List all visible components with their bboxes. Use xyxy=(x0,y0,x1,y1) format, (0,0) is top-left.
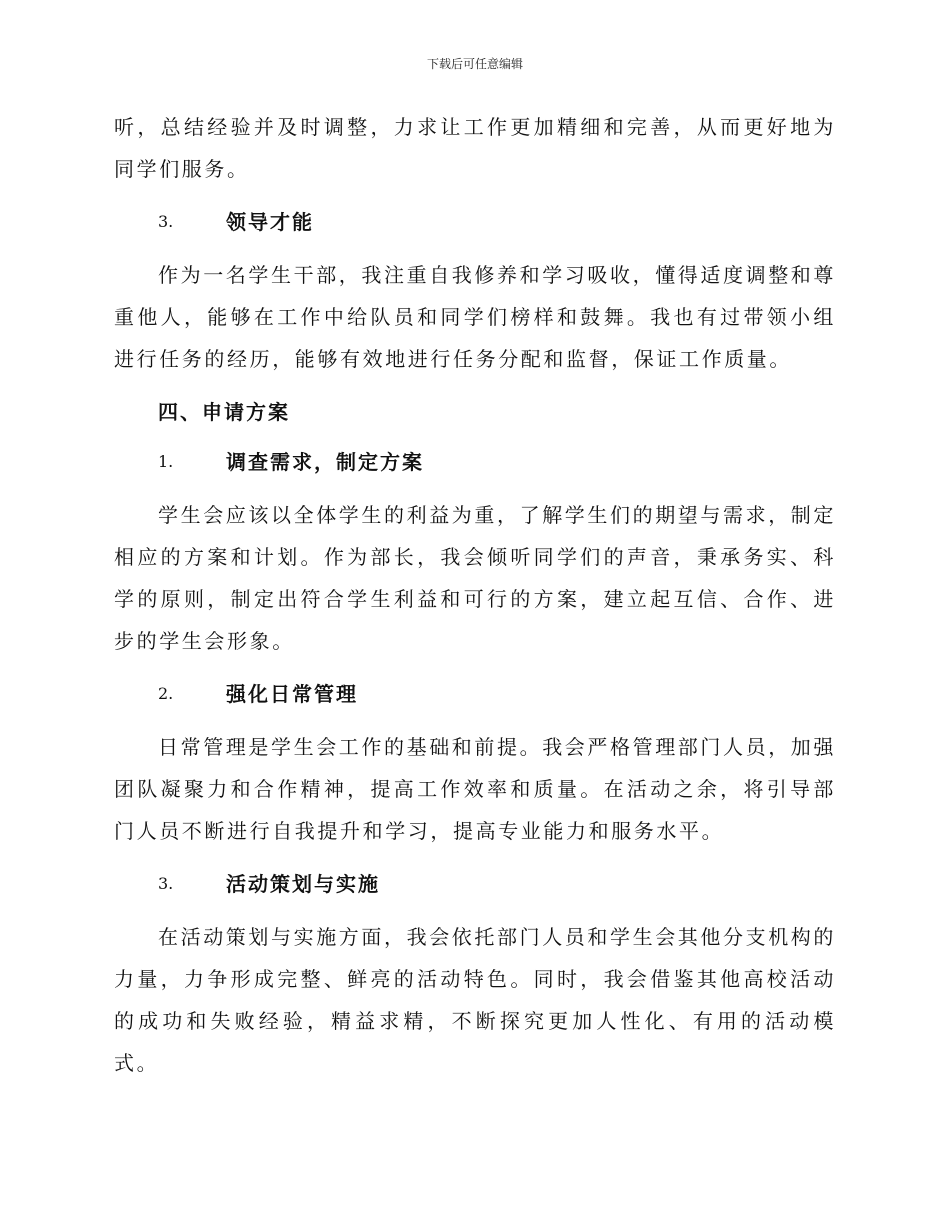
paragraph-manage: 日常管理是学生会工作的基础和前提。我会严格管理部门人员，加强团队凝聚力和合作精神，提高工作效率和质量。在活动之余，将引导部门人员不断进行自我提升和学习，提高专业能力和服务水平。 xyxy=(114,735,836,843)
heading-title: 活动策划与实施 xyxy=(226,872,380,896)
heading-title: 领导才能 xyxy=(226,210,314,234)
paragraph-continued: 听，总结经验并及时调整，力求让工作更加精细和完善，从而更好地为同学们服务。 xyxy=(114,115,836,181)
document-body xyxy=(114,106,836,1084)
heading-number: 2. xyxy=(158,684,174,703)
heading-number: 1. xyxy=(158,452,174,471)
paragraph-survey: 学生会应该以全体学生的利益为重，了解学生们的期望与需求，制定相应的方案和计划。作为部长，我会倾听同学们的声音，秉承务实、科学的原则，制定出符合学生利益和可行的方案，建立起互信、合作、进步的学生会形象。 xyxy=(114,503,836,653)
heading-manage xyxy=(114,676,836,712)
heading-leadership xyxy=(114,204,836,240)
heading-number: 3. xyxy=(158,212,174,231)
heading-number: 3. xyxy=(158,874,174,893)
paragraph-leadership: 作为一名学生干部，我注重自我修养和学习吸收，懂得适度调整和尊重他人，能够在工作中给队员和同学们榜样和鼓舞。我也有过带领小组进行任务的经历，能够有效地进行任务分配和监督，保证工作质量。 xyxy=(114,263,836,371)
paragraph-activity: 在活动策划与实施方面，我会依托部门人员和学生会其他分支机构的力量，力争形成完整、鲜亮的活动特色。同时，我会借鉴其他高校活动的成功和失败经验，精益求精，不断探究更加人性化、有用的活动模式。 xyxy=(114,925,836,1075)
heading-title: 调查需求，制定方案 xyxy=(226,450,424,474)
section-heading-plan: 四、申请方案 xyxy=(158,400,290,424)
heading-survey xyxy=(114,444,836,480)
heading-title: 强化日常管理 xyxy=(226,682,358,706)
heading-activity xyxy=(114,866,836,902)
page-header: 下载后可任意编辑 xyxy=(426,57,523,71)
